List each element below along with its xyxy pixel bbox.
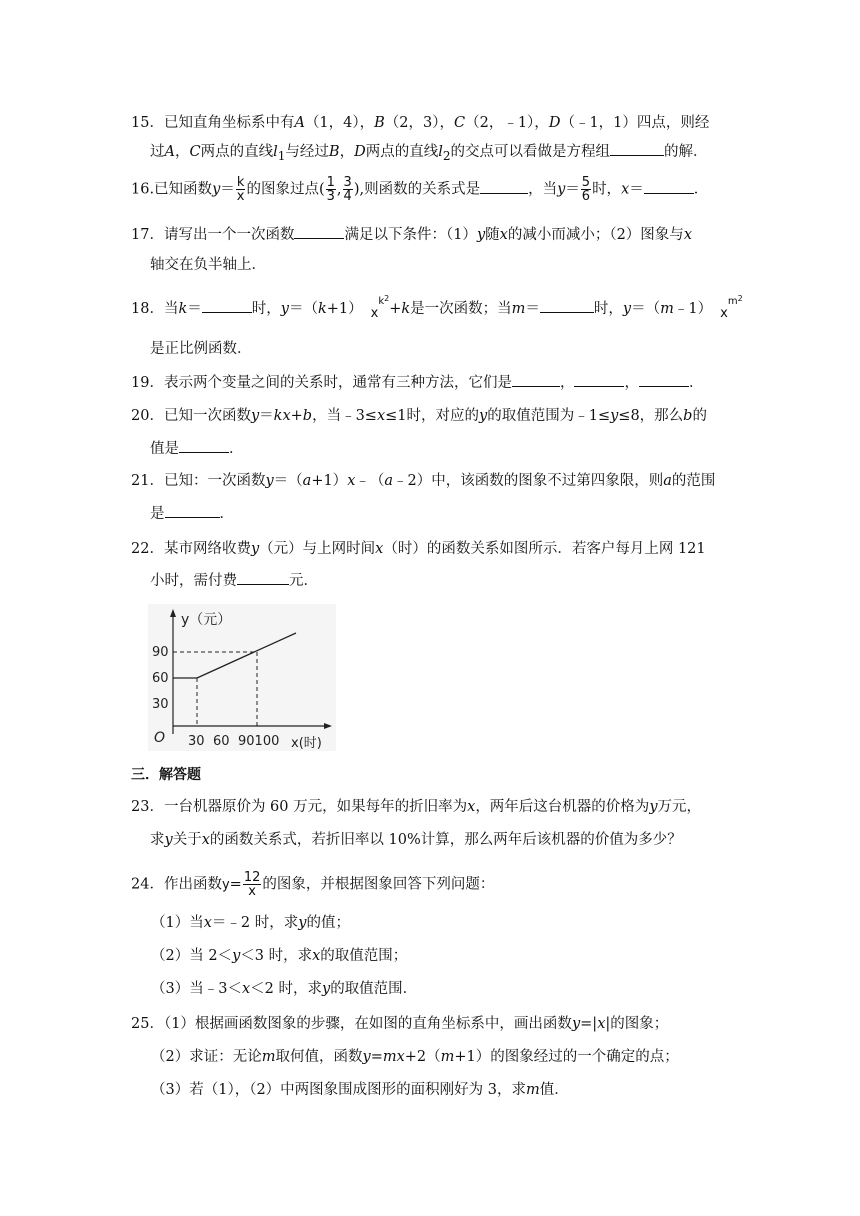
var: y: [250, 408, 260, 424]
var: y: [557, 181, 566, 198]
answer-blank[interactable]: [639, 372, 689, 387]
q23-line2: [0, 829, 860, 851]
answer-blank[interactable]: [610, 141, 664, 156]
fraction-k-over-x: [236, 176, 246, 203]
text: ＝: [525, 301, 540, 317]
var: y: [476, 227, 486, 243]
exponent: 2: [737, 294, 743, 303]
var: D: [354, 144, 366, 160]
answer-blank[interactable]: [512, 372, 560, 387]
text: +: [290, 408, 303, 424]
text: 的交点可以看做是方程组: [450, 144, 611, 160]
q20-line1: [0, 405, 860, 427]
text: 是正比例函数．: [150, 341, 252, 357]
var: y: [298, 915, 307, 931]
var: y: [250, 541, 260, 557]
power-base: x: [720, 306, 728, 321]
section-title: 三．解答题: [131, 767, 201, 783]
denominator: 6: [581, 189, 591, 204]
text: ．: [219, 506, 234, 522]
q22-line1: [0, 538, 860, 560]
x-tick-label: 60: [213, 734, 230, 749]
q21-line1: [0, 470, 860, 492]
text: 17．请写出一个一次函数: [131, 227, 295, 243]
text: 值．: [539, 1082, 569, 1098]
fraction-3-4: [343, 176, 353, 203]
section-heading: [0, 764, 860, 786]
var: k: [317, 301, 327, 317]
text: 24．作出函数: [131, 876, 222, 893]
text: 两点的直线: [365, 144, 439, 160]
q22-line2: [0, 570, 860, 592]
text: +1）: [311, 473, 348, 489]
answer-blank[interactable]: [644, 179, 694, 194]
origin-label: O: [154, 730, 166, 746]
text: 16.已知函数: [131, 181, 213, 198]
q18-line1: [0, 294, 860, 322]
denominator: x: [248, 884, 256, 899]
q21-line2: [0, 503, 860, 525]
text: 时，: [593, 301, 623, 317]
text: ＜3 时，求: [240, 948, 313, 964]
var: x: [376, 408, 386, 424]
var: m: [526, 1082, 540, 1098]
x-axis-label: x(时): [291, 736, 322, 751]
text: 元．: [289, 573, 318, 589]
var: y: [571, 1016, 581, 1032]
text: +: [389, 301, 402, 317]
text: ．: [229, 441, 244, 457]
var: y: [265, 473, 274, 489]
text: 22．某市网络收费: [131, 541, 251, 557]
var: x: [499, 227, 508, 243]
text: 的解．: [664, 144, 708, 160]
fraction-1-3: [326, 176, 336, 203]
var: x: [621, 181, 630, 198]
var: x: [203, 915, 212, 931]
text: 两点的直线: [200, 144, 274, 160]
text: （2）求证：无论: [151, 1049, 262, 1065]
var: y: [232, 948, 241, 964]
text: 的: [692, 408, 707, 424]
var: x: [683, 227, 692, 243]
text: （1）当: [151, 915, 204, 931]
y-axis-label: y（元）: [181, 612, 232, 628]
text: ﹣2）中，该函数的图象不过第四象限，则: [393, 473, 664, 489]
text: 时，: [251, 301, 281, 317]
text: 的范围: [671, 473, 716, 489]
y-tick-label: 90: [152, 645, 169, 660]
var: A: [294, 115, 305, 131]
var: b: [683, 408, 693, 424]
y-tick-label: 60: [152, 671, 169, 686]
text: ﹣1）: [673, 301, 713, 317]
var: a: [663, 473, 672, 489]
text: ＝: [629, 181, 644, 198]
text: 时，: [592, 181, 622, 198]
q18-line2: [0, 338, 860, 360]
text: ＝: [259, 408, 274, 424]
text: （1，4），: [304, 115, 375, 131]
var: y: [610, 408, 619, 424]
q25-sub3: [0, 1079, 860, 1101]
text: ＝（: [273, 473, 303, 489]
text: （3）当﹣3＜: [151, 981, 242, 997]
var: m: [261, 1049, 276, 1065]
q16-line: [0, 176, 860, 203]
text: ＜2 时，求: [250, 981, 322, 997]
text: ＝: [220, 181, 235, 198]
text: 18．当: [131, 301, 179, 317]
var: x: [375, 541, 384, 557]
var: x: [347, 473, 356, 489]
text: +1）的图象经过的一个确定的点；: [454, 1049, 679, 1065]
var: y: [362, 1049, 371, 1065]
text: ．: [693, 181, 709, 198]
denominator: 4: [343, 189, 352, 204]
var: l: [273, 144, 278, 160]
var: k: [401, 301, 411, 317]
text: 过: [150, 144, 165, 160]
text: 19．表示两个变量之间的关系时，通常有三种方法，它们是: [131, 375, 512, 391]
q24-sub1: [0, 912, 860, 934]
text: 是: [150, 506, 165, 522]
text: （元）与上网时间: [259, 541, 376, 557]
text: ，两年后这台机器的价格为: [475, 799, 650, 815]
var: l: [438, 144, 443, 160]
numerator: 1: [326, 175, 335, 190]
text: ,: [336, 181, 342, 198]
text: +1）: [326, 301, 363, 317]
text: ﹣（: [355, 473, 385, 489]
answer-blank[interactable]: [165, 503, 220, 518]
var: m: [511, 301, 526, 317]
text: ＝（: [288, 301, 318, 317]
text: 与经过: [285, 144, 329, 160]
text: ≤8，那么: [618, 408, 684, 424]
q17-line1: [0, 224, 860, 246]
text: 23．一台机器原价为 60 万元，如果每年的折旧率为: [131, 799, 468, 815]
numerator: k: [236, 175, 245, 190]
text: 20．已知一次函数: [131, 408, 251, 424]
fraction-12-over-x: [243, 871, 262, 898]
text: ，: [624, 375, 639, 391]
q24-line1: [0, 871, 860, 898]
text: 的函数关系式，若折旧率以 10%计算，那么两年后该机器的价值为多少？: [209, 832, 682, 848]
text: ，: [559, 375, 575, 391]
denominator: 3: [326, 189, 335, 204]
text: 值是: [150, 441, 179, 457]
text: ≤1时，对应的: [385, 408, 480, 424]
text: 是一次函数；当: [410, 301, 512, 317]
answer-blank[interactable]: [202, 298, 252, 313]
var: C: [454, 115, 466, 131]
q15-line2: [0, 141, 860, 167]
text: +2（: [404, 1049, 441, 1065]
text: ．: [688, 375, 704, 391]
answer-blank[interactable]: [540, 298, 594, 313]
text: ＝﹣2 时，求: [211, 915, 299, 931]
q20-line2: [0, 438, 860, 460]
var: B: [374, 115, 385, 131]
text: ，当﹣3≤: [312, 408, 377, 424]
subscript: 1: [277, 148, 286, 163]
text: （﹣1，1）四点，则经: [560, 115, 710, 131]
q25-line1: [0, 1013, 860, 1035]
subscript: 2: [442, 148, 451, 163]
q23-line1: [0, 796, 860, 818]
text: ＝（: [631, 301, 661, 317]
text: 的图象过点(: [246, 181, 325, 198]
text: ),则函数的关系式是: [353, 181, 481, 198]
var: x: [241, 981, 251, 997]
text: 的减小而减小；（2）图象与: [507, 227, 684, 243]
text: ＝: [187, 301, 202, 317]
answer-blank[interactable]: [574, 372, 624, 387]
text: 的值；: [306, 915, 350, 931]
var: A: [164, 144, 175, 160]
text: |的图象；: [605, 1016, 669, 1032]
text: 随: [485, 227, 500, 243]
exponent: m: [727, 296, 738, 307]
var: a: [384, 473, 394, 489]
var: x: [467, 799, 476, 815]
q15-line1: [0, 112, 860, 134]
text: =|: [580, 1016, 598, 1032]
text: =: [370, 1049, 383, 1065]
text: （2，﹣1），: [465, 115, 549, 131]
text: （3）若（1），（2）中两图象围成图形的面积刚好为 3，求: [151, 1082, 527, 1098]
q24-sub3: [0, 978, 860, 1000]
text: （时）的函数关系如图所示．若客户每月上网 121: [383, 541, 706, 557]
var: y: [321, 981, 331, 997]
text: 求: [150, 832, 165, 848]
text: 满足以下条件：（1）: [344, 227, 477, 243]
var: y: [212, 181, 221, 198]
text: 15．已知直角坐标系中有: [131, 115, 295, 131]
q24-sub2: [0, 945, 860, 967]
text: 的取值范围；: [320, 948, 408, 964]
numerator: 3: [343, 175, 352, 190]
text: 万元，: [657, 799, 702, 815]
var: y: [622, 301, 632, 317]
text: 关于: [172, 832, 202, 848]
text: 的取值范围为﹣1≤: [487, 408, 611, 424]
var: m: [440, 1049, 455, 1065]
var: b: [302, 408, 313, 424]
x-tick-label: 30: [188, 734, 205, 749]
text: ，: [339, 144, 355, 160]
text: 小时，需付费: [150, 573, 237, 589]
var: m: [660, 301, 674, 317]
text: 25．（1）根据画函数图象的步骤，在如图的直角坐标系中，画出函数: [131, 1016, 572, 1032]
fraction-5-6: [581, 176, 591, 203]
exponent: k: [378, 296, 385, 307]
var: y: [280, 301, 289, 317]
var: D: [548, 115, 561, 131]
q25-sub2: [0, 1046, 860, 1068]
q22-graph: [148, 604, 338, 752]
var: mx: [382, 1049, 405, 1065]
var: kx: [273, 408, 291, 424]
x-tick-label: 90100: [238, 734, 280, 749]
var: x: [312, 948, 321, 964]
var: C: [189, 144, 201, 160]
var: a: [302, 473, 312, 489]
text: 21．已知：一次函数: [131, 473, 266, 489]
text: （2）当 2＜: [151, 948, 233, 964]
exponent: 2: [384, 294, 390, 303]
var: y: [649, 799, 658, 815]
var: y: [221, 877, 230, 893]
q19-line: [0, 372, 860, 394]
var: B: [328, 144, 340, 160]
text: 的图象，并根据图象回答下列问题：: [262, 876, 495, 893]
var: k: [178, 301, 188, 317]
text: 的取值范围．: [330, 981, 418, 997]
q17-line2: [0, 254, 860, 276]
var: y: [164, 832, 173, 848]
y-tick-label: 30: [152, 697, 169, 712]
power-base: x: [370, 306, 379, 321]
text: 轴交在负半轴上．: [150, 257, 266, 273]
numerator: 12: [243, 870, 261, 885]
denominator: x: [236, 189, 245, 204]
answer-blank[interactable]: [237, 570, 289, 585]
answer-blank[interactable]: [294, 224, 344, 239]
answer-blank[interactable]: [480, 179, 528, 194]
var: x: [597, 1016, 606, 1032]
text: ＝: [565, 181, 580, 198]
text: 取何值，函数: [275, 1049, 363, 1065]
text: ，当: [528, 181, 558, 198]
text: =: [229, 876, 242, 893]
var: y: [479, 408, 488, 424]
text: （2，3），: [384, 115, 454, 131]
text: ，: [174, 144, 190, 160]
answer-blank[interactable]: [179, 438, 229, 453]
numerator: 5: [581, 175, 591, 190]
var: x: [201, 832, 210, 848]
